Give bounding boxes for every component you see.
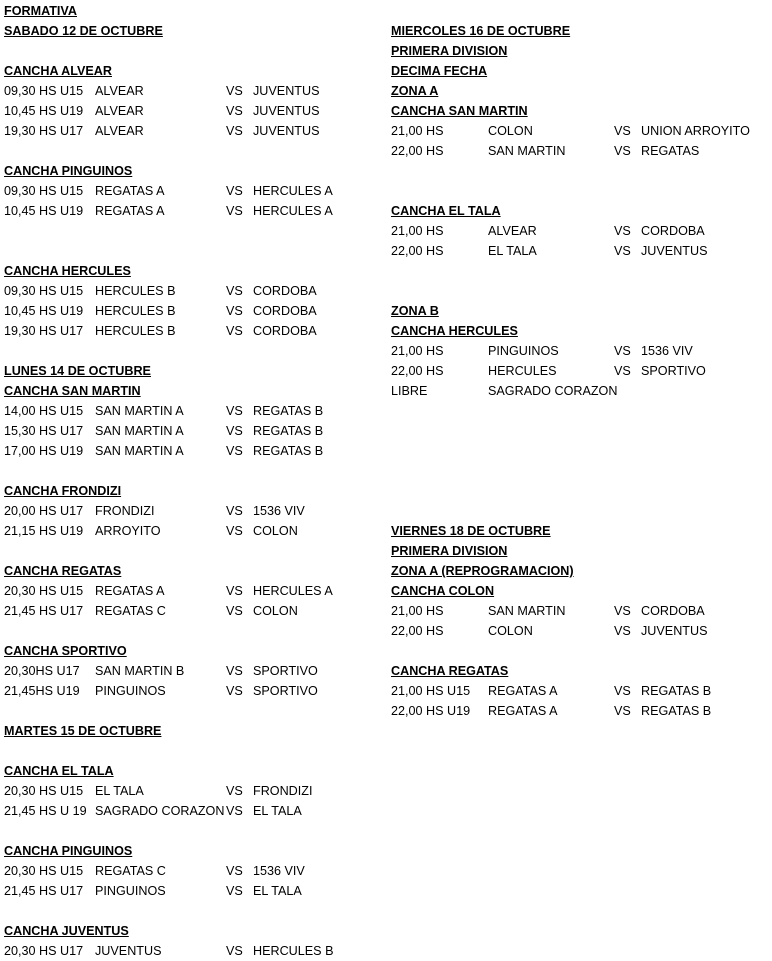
vs-label: VS bbox=[226, 184, 243, 198]
home-team: SAN MARTIN A bbox=[95, 404, 184, 418]
away-team: COLON bbox=[253, 604, 298, 618]
match-row bbox=[4, 581, 384, 601]
section-header: CANCHA REGATAS bbox=[4, 564, 122, 578]
match-row bbox=[4, 421, 384, 441]
blank-row bbox=[4, 541, 384, 561]
home-team: SAN MARTIN A bbox=[95, 444, 184, 458]
home-team: SAN MARTIN bbox=[488, 604, 566, 618]
vs-label: VS bbox=[614, 364, 631, 378]
match-time: 10,45 HS U19 bbox=[4, 204, 84, 218]
home-team: REGATAS C bbox=[95, 864, 166, 878]
home-team: PINGUINOS bbox=[488, 344, 559, 358]
match-time: 21,00 HS U15 bbox=[391, 684, 471, 698]
match-row bbox=[4, 401, 384, 421]
match-time: 21,45HS U19 bbox=[4, 684, 80, 698]
match-row bbox=[391, 601, 772, 621]
blank-row bbox=[391, 461, 772, 481]
home-team: FRONDIZI bbox=[95, 504, 155, 518]
section-header: CANCHA HERCULES bbox=[391, 324, 518, 338]
blank-row bbox=[4, 41, 384, 61]
away-team: SPORTIVO bbox=[641, 364, 706, 378]
section-header: CANCHA SPORTIVO bbox=[4, 644, 127, 658]
section-header: CANCHA JUVENTUS bbox=[4, 924, 129, 938]
match-row bbox=[4, 201, 384, 221]
vs-label: VS bbox=[226, 284, 243, 298]
home-team: SAN MARTIN A bbox=[95, 424, 184, 438]
vs-label: VS bbox=[226, 84, 243, 98]
match-time: 21,45 HS U17 bbox=[4, 884, 84, 898]
vs-label: VS bbox=[226, 584, 243, 598]
home-team: HERCULES B bbox=[95, 324, 176, 338]
section-header: CANCHA REGATAS bbox=[391, 664, 509, 678]
match-time: 19,30 HS U17 bbox=[4, 124, 84, 138]
away-team: REGATAS B bbox=[253, 424, 324, 438]
match-time: 20,30 HS U15 bbox=[4, 864, 84, 878]
home-team: COLON bbox=[488, 124, 533, 138]
away-team: JUVENTUS bbox=[641, 624, 708, 638]
section-header: LUNES 14 DE OCTUBRE bbox=[4, 364, 151, 378]
blank-row bbox=[391, 441, 772, 461]
match-row bbox=[4, 501, 384, 521]
section-header: CANCHA SAN MARTIN bbox=[391, 104, 528, 118]
away-team: CORDOBA bbox=[641, 224, 705, 238]
match-time: 20,30 HS U17 bbox=[4, 944, 84, 958]
section-header: CANCHA FRONDIZI bbox=[4, 484, 122, 498]
match-row bbox=[391, 121, 772, 141]
match-time: 17,00 HS U19 bbox=[4, 444, 84, 458]
match-row bbox=[4, 181, 384, 201]
match-time: LIBRE bbox=[391, 384, 428, 398]
blank-row bbox=[4, 341, 384, 361]
blank-row bbox=[391, 161, 772, 181]
away-team: HERCULES A bbox=[253, 584, 333, 598]
home-team: PINGUINOS bbox=[95, 684, 166, 698]
match-row bbox=[391, 341, 772, 361]
section-header: MIERCOLES 16 DE OCTUBRE bbox=[391, 24, 571, 38]
home-team: HERCULES bbox=[488, 364, 557, 378]
match-time: 20,30 HS U15 bbox=[4, 784, 84, 798]
away-team: JUVENTUS bbox=[253, 104, 320, 118]
blank-row bbox=[391, 261, 772, 281]
match-row bbox=[4, 441, 384, 461]
away-team: REGATAS B bbox=[641, 704, 712, 718]
section-header: CANCHA ALVEAR bbox=[4, 64, 112, 78]
away-team: CORDOBA bbox=[253, 284, 317, 298]
match-time: 21,45 HS U 19 bbox=[4, 804, 87, 818]
away-team: EL TALA bbox=[253, 804, 302, 818]
vs-label: VS bbox=[226, 524, 243, 538]
match-time: 21,00 HS bbox=[391, 124, 444, 138]
match-row bbox=[4, 81, 384, 101]
vs-label: VS bbox=[226, 424, 243, 438]
section-header: CANCHA EL TALA bbox=[4, 764, 114, 778]
match-time: 20,00 HS U17 bbox=[4, 504, 84, 518]
match-time: 09,30 HS U15 bbox=[4, 184, 84, 198]
vs-label: VS bbox=[614, 224, 631, 238]
away-team: SPORTIVO bbox=[253, 664, 318, 678]
blank-row bbox=[4, 461, 384, 481]
away-team: REGATAS B bbox=[641, 684, 712, 698]
match-row bbox=[4, 601, 384, 621]
match-row bbox=[4, 781, 384, 801]
vs-label: VS bbox=[226, 104, 243, 118]
vs-label: VS bbox=[226, 324, 243, 338]
match-time: 15,30 HS U17 bbox=[4, 424, 84, 438]
away-team: REGATAS bbox=[641, 144, 700, 158]
home-team: HERCULES B bbox=[95, 284, 176, 298]
section-header: PRIMERA DIVISION bbox=[391, 44, 508, 58]
vs-label: VS bbox=[614, 624, 631, 638]
home-team: EL TALA bbox=[488, 244, 537, 258]
home-team: ALVEAR bbox=[95, 84, 144, 98]
match-time: 19,30 HS U17 bbox=[4, 324, 84, 338]
match-time: 21,00 HS bbox=[391, 344, 444, 358]
vs-label: VS bbox=[614, 604, 631, 618]
match-time: 21,15 HS U19 bbox=[4, 524, 84, 538]
vs-label: VS bbox=[226, 404, 243, 418]
section-header: PRIMERA DIVISION bbox=[391, 544, 508, 558]
match-row bbox=[391, 241, 772, 261]
away-team: JUVENTUS bbox=[253, 84, 320, 98]
away-team: COLON bbox=[253, 524, 298, 538]
match-time: 22,00 HS bbox=[391, 364, 444, 378]
match-row bbox=[4, 801, 384, 821]
match-row bbox=[4, 881, 384, 901]
away-team: EL TALA bbox=[253, 884, 302, 898]
match-row bbox=[391, 621, 772, 641]
home-team: REGATAS A bbox=[95, 204, 165, 218]
match-time: 22,00 HS bbox=[391, 144, 444, 158]
blank-row bbox=[391, 481, 772, 501]
match-row bbox=[4, 121, 384, 141]
section-header: CANCHA HERCULES bbox=[4, 264, 131, 278]
home-team: REGATAS A bbox=[488, 704, 558, 718]
match-row bbox=[4, 941, 384, 961]
blank-row bbox=[391, 501, 772, 521]
match-row bbox=[4, 101, 384, 121]
home-team: REGATAS A bbox=[488, 684, 558, 698]
vs-label: VS bbox=[226, 444, 243, 458]
match-time: 22,00 HS bbox=[391, 244, 444, 258]
away-team: UNION ARROYITO bbox=[641, 124, 750, 138]
home-team: SAN MARTIN bbox=[488, 144, 566, 158]
home-team: REGATAS A bbox=[95, 584, 165, 598]
away-team: 1536 VIV bbox=[253, 864, 305, 878]
away-team: 1536 VIV bbox=[253, 504, 305, 518]
home-team: EL TALA bbox=[95, 784, 144, 798]
away-team: CORDOBA bbox=[641, 604, 705, 618]
section-header: SABADO 12 DE OCTUBRE bbox=[4, 24, 163, 38]
match-time: 20,30HS U17 bbox=[4, 664, 80, 678]
section-header: MARTES 15 DE OCTUBRE bbox=[4, 724, 162, 738]
section-header: ZONA A bbox=[391, 84, 439, 98]
away-team: HERCULES A bbox=[253, 204, 333, 218]
vs-label: VS bbox=[226, 884, 243, 898]
blank-row bbox=[4, 821, 384, 841]
away-team: HERCULES B bbox=[253, 944, 334, 958]
match-time: 20,30 HS U15 bbox=[4, 584, 84, 598]
match-time: 21,00 HS bbox=[391, 224, 444, 238]
blank-row bbox=[4, 241, 384, 261]
vs-label: VS bbox=[226, 784, 243, 798]
away-team: HERCULES A bbox=[253, 184, 333, 198]
section-header: DECIMA FECHA bbox=[391, 64, 488, 78]
away-team: CORDOBA bbox=[253, 324, 317, 338]
away-team: JUVENTUS bbox=[641, 244, 708, 258]
vs-label: VS bbox=[614, 144, 631, 158]
blank-row bbox=[4, 621, 384, 641]
vs-label: VS bbox=[226, 124, 243, 138]
vs-label: VS bbox=[614, 684, 631, 698]
vs-label: VS bbox=[226, 864, 243, 878]
vs-label: VS bbox=[226, 204, 243, 218]
home-team: PINGUINOS bbox=[95, 884, 166, 898]
blank-row bbox=[4, 901, 384, 921]
vs-label: VS bbox=[226, 664, 243, 678]
home-team: ALVEAR bbox=[95, 104, 144, 118]
left-schedule-column bbox=[4, 1, 384, 961]
section-header: ZONA A (REPROGRAMACION) bbox=[391, 564, 574, 578]
vs-label: VS bbox=[226, 504, 243, 518]
match-row bbox=[4, 301, 384, 321]
match-time: 21,00 HS bbox=[391, 604, 444, 618]
vs-label: VS bbox=[614, 344, 631, 358]
section-header: CANCHA SAN MARTIN bbox=[4, 384, 141, 398]
match-row bbox=[4, 321, 384, 341]
match-time: 21,45 HS U17 bbox=[4, 604, 84, 618]
away-team: REGATAS B bbox=[253, 404, 324, 418]
away-team: 1536 VIV bbox=[641, 344, 693, 358]
home-team: SAGRADO CORAZON bbox=[95, 804, 225, 818]
away-team: CORDOBA bbox=[253, 304, 317, 318]
away-team: REGATAS B bbox=[253, 444, 324, 458]
vs-label: VS bbox=[226, 604, 243, 618]
match-row bbox=[391, 681, 772, 701]
home-team: SAGRADO CORAZON bbox=[488, 384, 618, 398]
section-header: VIERNES 18 DE OCTUBRE bbox=[391, 524, 551, 538]
vs-label: VS bbox=[614, 704, 631, 718]
match-row bbox=[4, 521, 384, 541]
section-header: CANCHA PINGUINOS bbox=[4, 844, 133, 858]
home-team: ALVEAR bbox=[95, 124, 144, 138]
home-team: ARROYITO bbox=[95, 524, 161, 538]
vs-label: VS bbox=[614, 244, 631, 258]
vs-label: VS bbox=[226, 684, 243, 698]
home-team: REGATAS A bbox=[95, 184, 165, 198]
section-header: FORMATIVA bbox=[4, 4, 77, 18]
match-row bbox=[391, 381, 772, 401]
home-team: ALVEAR bbox=[488, 224, 537, 238]
right-schedule-column bbox=[391, 1, 772, 721]
blank-row bbox=[4, 221, 384, 241]
section-header: ZONA B bbox=[391, 304, 439, 318]
home-team: COLON bbox=[488, 624, 533, 638]
section-header: CANCHA COLON bbox=[391, 584, 495, 598]
blank-row bbox=[391, 421, 772, 441]
blank-row bbox=[4, 141, 384, 161]
match-time: 22,00 HS bbox=[391, 624, 444, 638]
match-row bbox=[391, 361, 772, 381]
section-header: CANCHA EL TALA bbox=[391, 204, 501, 218]
blank-row bbox=[391, 281, 772, 301]
match-row bbox=[391, 701, 772, 721]
section-header: CANCHA PINGUINOS bbox=[4, 164, 133, 178]
vs-label: VS bbox=[226, 804, 243, 818]
blank-row bbox=[391, 401, 772, 421]
away-team: SPORTIVO bbox=[253, 684, 318, 698]
match-time: 14,00 HS U15 bbox=[4, 404, 84, 418]
match-row bbox=[4, 281, 384, 301]
vs-label: VS bbox=[226, 304, 243, 318]
vs-label: VS bbox=[226, 944, 243, 958]
match-time: 09,30 HS U15 bbox=[4, 84, 84, 98]
match-time: 09,30 HS U15 bbox=[4, 284, 84, 298]
match-row bbox=[4, 681, 384, 701]
blank-row bbox=[391, 641, 772, 661]
match-row bbox=[391, 221, 772, 241]
blank-row bbox=[4, 741, 384, 761]
blank-row bbox=[4, 701, 384, 721]
blank-row bbox=[391, 1, 772, 21]
match-time: 22,00 HS U19 bbox=[391, 704, 471, 718]
away-team: FRONDIZI bbox=[253, 784, 313, 798]
match-time: 10,45 HS U19 bbox=[4, 104, 84, 118]
match-row bbox=[4, 661, 384, 681]
vs-label: VS bbox=[614, 124, 631, 138]
away-team: JUVENTUS bbox=[253, 124, 320, 138]
blank-row bbox=[391, 181, 772, 201]
home-team: JUVENTUS bbox=[95, 944, 162, 958]
match-row bbox=[4, 861, 384, 881]
match-row bbox=[391, 141, 772, 161]
match-time: 10,45 HS U19 bbox=[4, 304, 84, 318]
home-team: HERCULES B bbox=[95, 304, 176, 318]
home-team: REGATAS C bbox=[95, 604, 166, 618]
home-team: SAN MARTIN B bbox=[95, 664, 185, 678]
